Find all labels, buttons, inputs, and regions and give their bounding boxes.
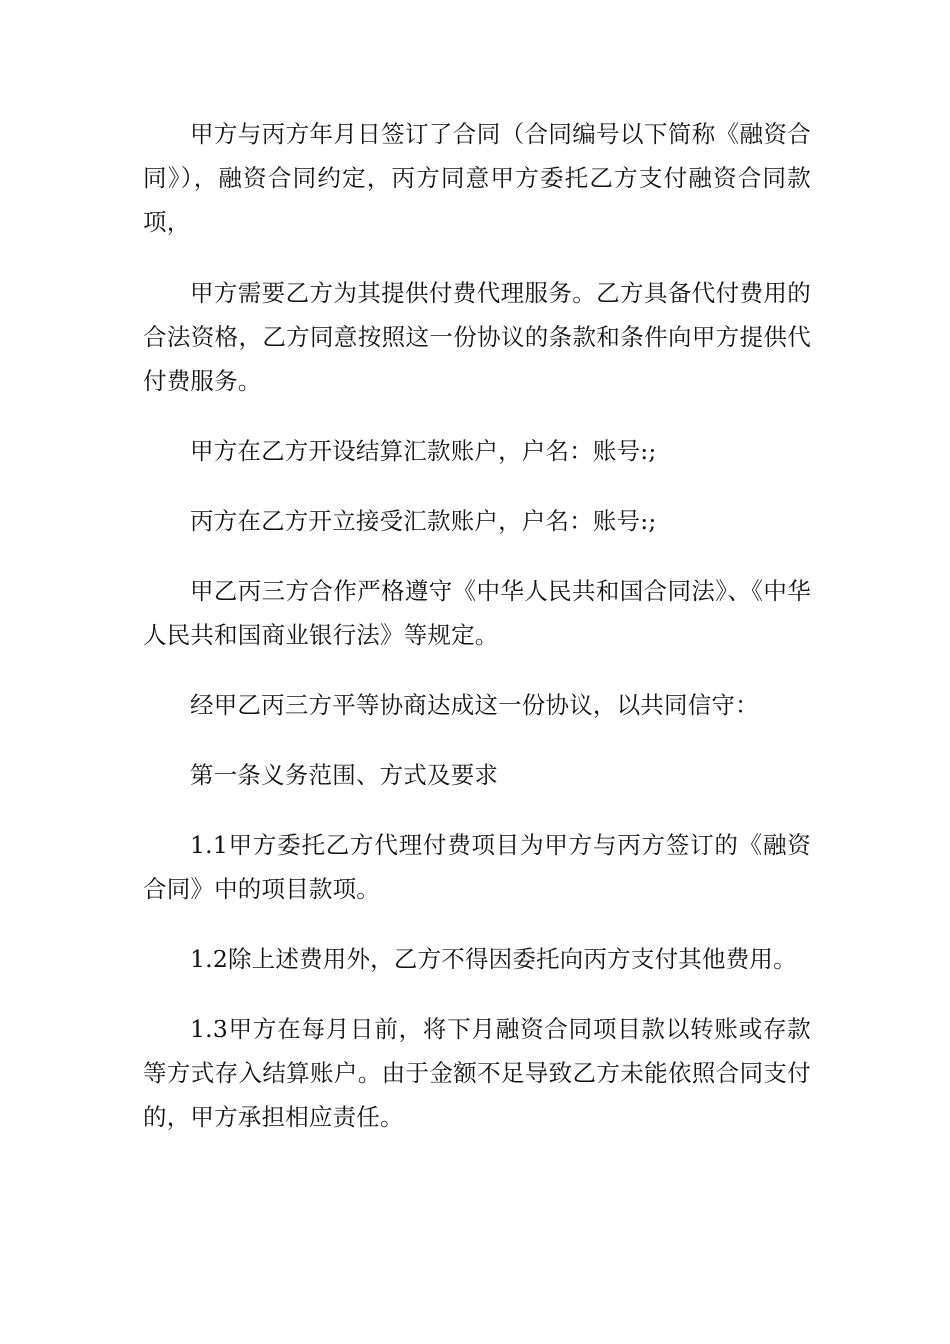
paragraph-legal-compliance: 甲乙丙三方合作严格遵守《中华人民共和国合同法》、《中华人民共和国商业银行法》等规定。: [143, 577, 811, 649]
document-body: [143, 112, 811, 1139]
paragraph-service-need: 甲方需要乙方为其提供付费代理服务。乙方具备代付费用的合法资格，乙方同意按照这一份协议的条款和条件向甲方提供代付费服务。: [143, 279, 811, 395]
paragraph-agreement-intro: 经甲乙丙三方平等协商达成这一份协议，以共同信守：: [190, 691, 759, 719]
paragraph-party-a-account: 甲方在乙方开设结算汇款账户，户名：账号:;: [190, 437, 657, 465]
clause-1-3: 1.3甲方在每月日前，将下月融资合同项目款以转账或存款等方式存入结算账户。由于金额不足导致乙方未能依照合同支付的，甲方承担相应责任。: [143, 1015, 811, 1131]
article-1-heading: 第一条义务范围、方式及要求: [190, 761, 499, 789]
clause-1-1: 1.1甲方委托乙方代理付费项目为甲方与丙方签订的《融资合同》中的项目款项。: [143, 831, 811, 903]
paragraph-party-c-account: 丙方在乙方开立接受汇款账户，户名：账号:;: [190, 507, 657, 535]
clause-1-2: 1.2除上述费用外，乙方不得因委托向丙方支付其他费用。: [190, 945, 797, 973]
paragraph-contract-background: 甲方与丙方年月日签订了合同（合同编号以下简称《融资合同》），融资合同约定，丙方同意甲方委托乙方支付融资合同款项，: [143, 120, 811, 236]
